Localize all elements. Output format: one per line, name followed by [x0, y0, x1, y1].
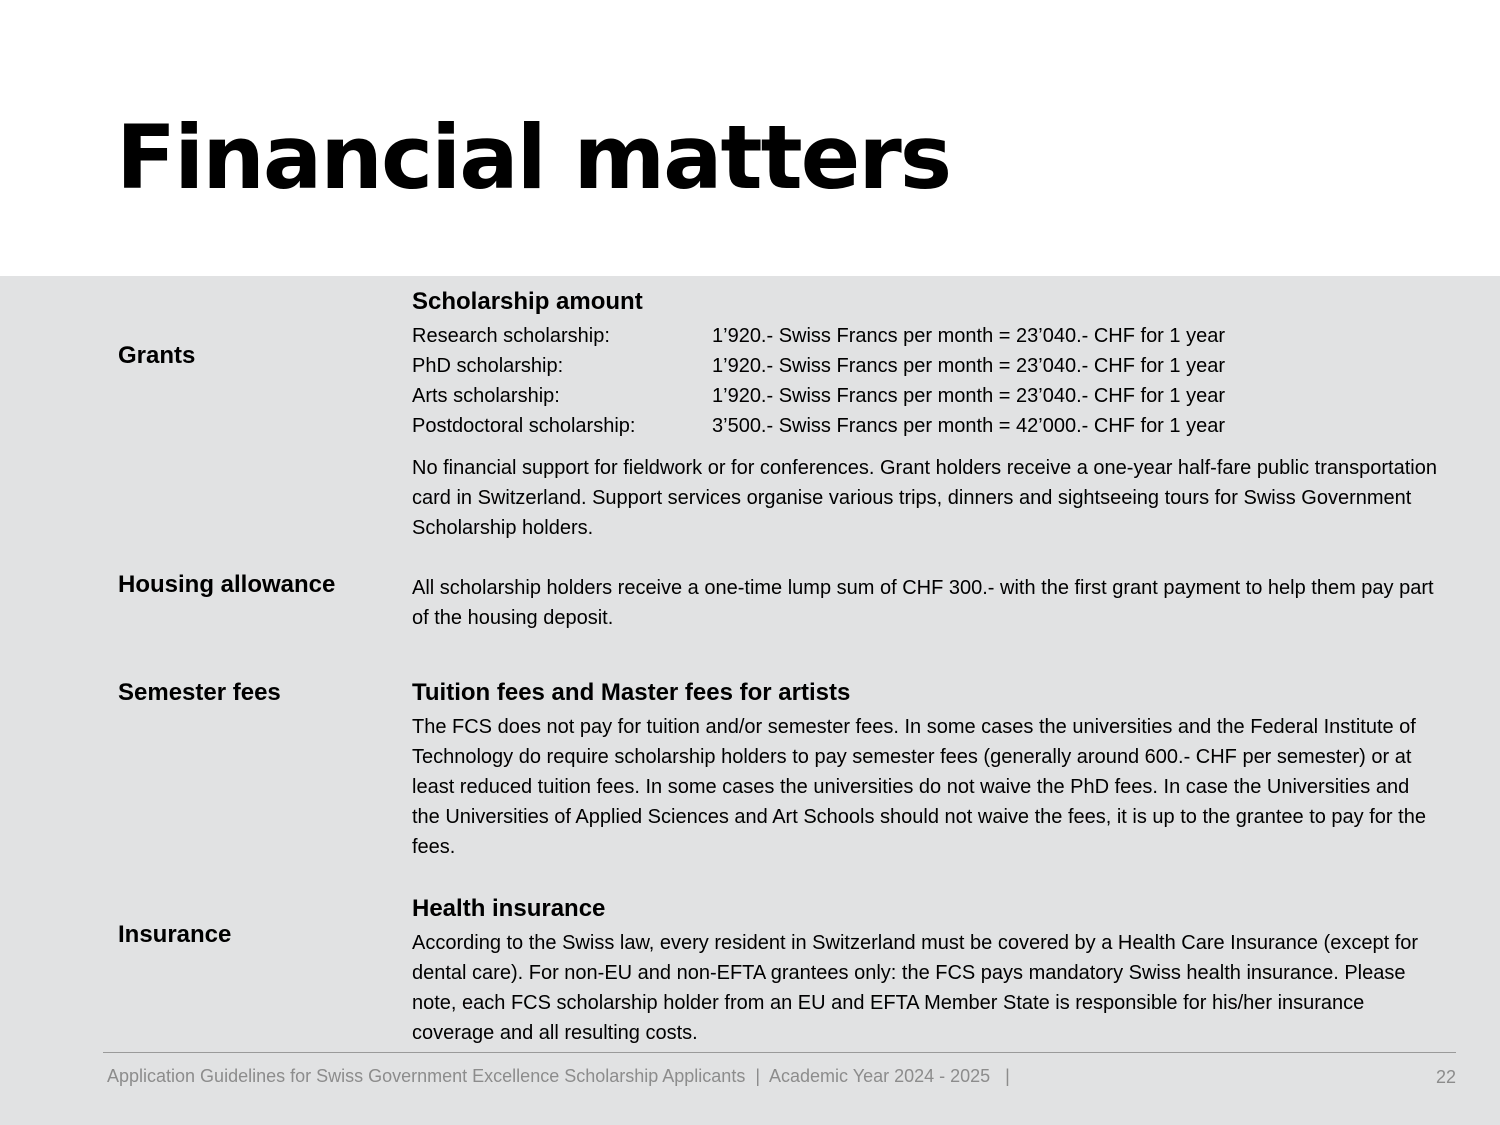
- scholarship-amount: 1’920.- Swiss Francs per month = 23’040.- CHF for 1 year: [712, 325, 1225, 347]
- health-insurance-heading: Health insurance: [412, 895, 606, 922]
- housing-text: All scholarship holders receive a one-time lump sum of CHF 300.- with the first grant payment to help them pay part of the housing deposit.: [412, 577, 1434, 629]
- scholarship-type: Postdoctoral scholarship:: [412, 415, 636, 437]
- scholarship-row: [412, 321, 1442, 351]
- scholarship-row: [412, 381, 1442, 411]
- tuition-fees-heading: Tuition fees and Master fees for artists: [412, 679, 851, 706]
- scholarship-type: Research scholarship:: [412, 325, 610, 347]
- section-label-semester-fees: Semester fees: [118, 679, 281, 706]
- footer-divider: [103, 1052, 1456, 1053]
- scholarship-amount: 1’920.- Swiss Francs per month = 23’040.- CHF for 1 year: [712, 355, 1225, 377]
- scholarship-amount: 3’500.- Swiss Francs per month = 42’000.- CHF for 1 year: [712, 415, 1225, 437]
- scholarship-row: [412, 411, 1442, 441]
- section-label-housing: Housing allowance: [118, 571, 336, 598]
- scholarship-row: [412, 351, 1442, 381]
- scholarship-type: PhD scholarship:: [412, 355, 564, 377]
- scholarship-amount-list: [412, 321, 1442, 441]
- page-number: 22: [1435, 1067, 1456, 1087]
- insurance-text: According to the Swiss law, every resident in Switzerland must be covered by a Health Care Insurance (except for dental care). For non-EU and non-EFTA grantees only: the FCS pays mandatory Swiss health insurance. Please note, each FCS scholarship holder from an EU and EFTA Member State is responsible for his/her insurance coverage and all resulting costs.: [412, 932, 1419, 1044]
- page-title: Financial matters: [116, 106, 951, 209]
- scholarship-amount-heading: Scholarship amount: [412, 288, 643, 315]
- semester-fees-text: The FCS does not pay for tuition and/or semester fees. In some cases the universities and the Federal Institute of Technology do require scholarship holders to pay semester fees (generally around 600.- CHF per semester) or at least reduced tuition fees. In some cases the universities do not waive the PhD fees. In case the Universities and the Universities of Applied Sciences and Art Schools should not waive the fees, it is up to the grantee to pay for the fees.: [412, 716, 1426, 858]
- scholarship-amount: 1’920.- Swiss Francs per month = 23’040.- CHF for 1 year: [712, 385, 1225, 407]
- footer-text: Application Guidelines for Swiss Government Excellence Scholarship Applicants | Academic Year 2024 - 2025 |: [107, 1066, 1010, 1086]
- grants-note: No financial support for fieldwork or for conferences. Grant holders receive a one-year half-fare public transportation card in Switzerland. Support services organise various trips, dinners and sightseeing tours for Swiss Government Scholarship holders.: [412, 457, 1437, 539]
- section-label-grants: Grants: [118, 342, 196, 369]
- section-label-insurance: Insurance: [118, 921, 232, 948]
- scholarship-type: Arts scholarship:: [412, 385, 560, 407]
